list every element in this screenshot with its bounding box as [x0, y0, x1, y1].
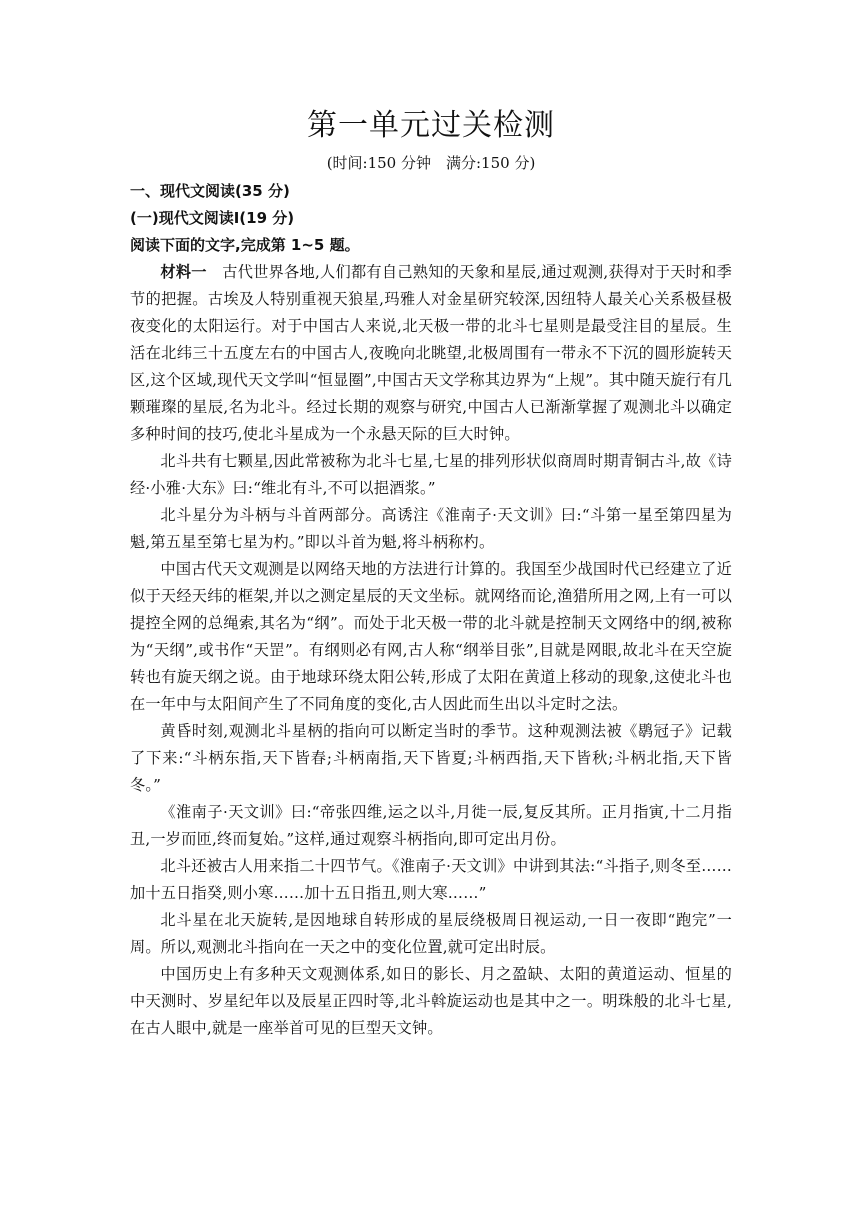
- paragraph: 北斗还被古人用来指二十四节气。《淮南子·天文训》中讲到其法:“斗指子,则冬至……加十五日指癸,则小寒……加十五日指丑,则大寒……”: [130, 857, 732, 902]
- section-heading: 一、现代文阅读(35 分): [130, 182, 290, 200]
- reading-instruction: 阅读下面的文字,完成第 1~5 题。: [130, 236, 360, 254]
- paragraph: 黄昏时刻,观测北斗星柄的指向可以断定当时的季节。这种观测法被《鹖冠子》记载了下来:“斗柄东指,天下皆春;斗柄南指,天下皆夏;斗柄西指,天下皆秋;斗柄北指,天下皆冬。”: [130, 722, 732, 794]
- paragraph: 中国古代天文观测是以网络天地的方法进行计算的。我国至少战国时代已经建立了近似于天经天纬的框架,并以之测定星辰的天文坐标。就网络而论,渔猎所用之网,上有一可以提控全网的总绳索,其名为“纲”。而处于北天极一带的北斗就是控制天文网络中的纲,被称为“天纲”,或书作“天罡”。有纲则必有网,古人称“纲举目张”,目就是网眼,故北斗在天空旋转也有旋天纲之说。由于地球环绕太阳公转,形成了太阳在黄道上移动的现象,这使北斗也在一年中与太阳间产生了不同角度的变化,古人因此而生出以斗定时之法。: [130, 560, 732, 713]
- paragraph: 中国历史上有多种天文观测体系,如日的影长、月之盈缺、太阳的黄道运动、恒星的中天测时、岁星纪年以及辰星正四时等,北斗斡旋运动也是其中之一。明珠般的北斗七星,在古人眼中,就是一座举首可见的巨型天文钟。: [130, 965, 732, 1037]
- material-label: 材料一: [160, 263, 207, 281]
- page-title: 第一单元过关检测: [307, 108, 555, 143]
- exam-time-info: (时间:150 分钟 满分:150 分): [326, 154, 536, 172]
- subsection-heading: (一)现代文阅读Ⅰ(19 分): [130, 209, 295, 227]
- paragraph-text: 古代世界各地,人们都有自己熟知的天象和星辰,通过观测,获得对于天时和季节的把握。古埃及人特别重视天狼星,玛雅人对金星研究较深,因纽特人最关心关系极昼极夜变化的太阳运行。对于中国古人来说,北天极一带的北斗七星则是最受注目的星辰。生活在北纬三十五度左右的中国古人,夜晚向北眺望,北极周围有一带永不下沉的圆形旋转天区,这个区域,现代天文学叫“恒显圈”,中国古天文学称其边界为“上规”。其中随天旋行有几颗璀璨的星辰,名为北斗。经过长期的观察与研究,中国古人已渐渐掌握了观测北斗以确定多种时间的技巧,使北斗星成为一个永悬天际的巨大时钟。: [130, 263, 733, 443]
- paragraph: 北斗星分为斗柄与斗首两部分。高诱注《淮南子·天文训》曰:“斗第一星至第四星为魁,第五星至第七星为杓。”即以斗首为魁,将斗柄称杓。: [130, 506, 732, 551]
- paragraph: 北斗星在北天旋转,是因地球自转形成的星辰绕极周日视运动,一日一夜即“跑完”一周。所以,观测北斗指向在一天之中的变化位置,就可定出时辰。: [130, 911, 732, 956]
- paragraph: [130, 259, 732, 448]
- paragraph: 《淮南子·天文训》曰:“帝张四维,运之以斗,月徙一辰,复反其所。正月指寅,十二月指丑,一岁而匝,终而复始。”这样,通过观察斗柄指向,即可定出月份。: [130, 803, 732, 848]
- paragraph: 北斗共有七颗星,因此常被称为北斗七星,七星的排列形状似商周时期青铜古斗,故《诗经·小雅·大东》曰:“维北有斗,不可以挹酒浆。”: [130, 452, 732, 497]
